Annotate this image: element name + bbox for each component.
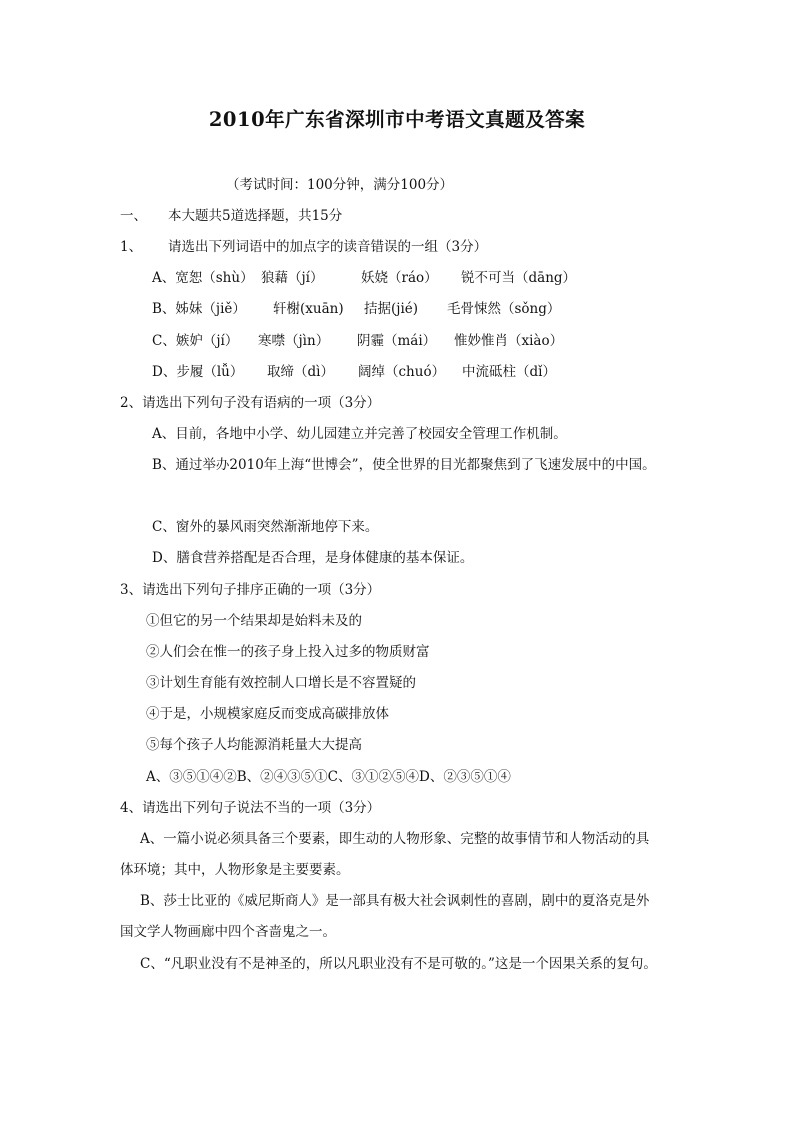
document-title: 2010年广东省深圳市中考语文真题及答案 xyxy=(208,108,586,131)
q3-sentence-3: ③计划生育能有效控制人口增长是不容置疑的 xyxy=(146,675,416,691)
q2-stem: 2、请选出下列句子没有语病的一项（3分） xyxy=(120,395,381,411)
q2-option-d: D、膳食营养搭配是否合理，是身体健康的基本保证。 xyxy=(152,550,474,566)
q1-option-b-1: B、姊妹（jiě） xyxy=(152,301,246,317)
q3-sentence-2: ②人们会在惟一的孩子身上投入过多的物质财富 xyxy=(146,644,430,660)
q1-option-c-4: 惟妙惟肖（xiào） xyxy=(454,333,564,349)
section-one-heading: 本大题共5道选择题，共15分 xyxy=(168,208,343,224)
q4-option-a-line1: A、一篇小说必须具备三个要素，即生动的人物形象、完整的故事情节和人物活动的具 xyxy=(140,831,650,847)
q3-stem: 3、请选出下列句子排序正确的一项（3分） xyxy=(120,582,381,598)
q4-option-b-line1: B、莎士比亚的《威尼斯商人》是一部具有极大社会讽刺性的喜剧，剧中的夏洛克是外 xyxy=(140,893,650,909)
q1-option-b-3: 拮据(jié) xyxy=(364,301,419,317)
q4-stem: 4、请选出下列句子说法不当的一项（3分） xyxy=(120,800,381,816)
q1-option-d-3: 阔绰（chuó） xyxy=(358,364,446,380)
q3-sentence-5: ⑤每个孩子人均能源消耗量大大提高 xyxy=(146,737,362,753)
q1-option-d-4: 中流砥柱（dǐ） xyxy=(462,364,556,380)
q1-option-a-3: 妖娆（ráo） xyxy=(361,270,438,286)
exam-info: （考试时间：100分钟，满分100分） xyxy=(226,177,454,193)
q2-option-b: B、通过举办2010年上海“世博会”，使全世界的目光都聚焦到了飞速发展中的中国。 xyxy=(152,457,656,473)
q3-sentence-1: ①但它的另一个结果却是始料未及的 xyxy=(146,613,362,629)
q1-stem: 请选出下列词语中的加点字的读音错误的一组（3分） xyxy=(168,239,488,255)
q1-number: 1、 xyxy=(120,239,143,255)
q1-option-b-2: 轩榭(xuān) xyxy=(273,301,344,317)
q4-option-b-line2: 国文学人物画廊中四个吝啬鬼之一。 xyxy=(120,924,336,940)
q2-option-c: C、窗外的暴风雨突然渐渐地停下来。 xyxy=(152,519,379,535)
q1-option-a-2: 狼藉（jí） xyxy=(261,270,324,286)
q1-option-a-1: A、宽恕（shù） xyxy=(152,270,254,286)
q1-option-c-1: C、嫉妒（jí） xyxy=(152,333,239,349)
q4-option-a-line2: 体环境；其中，人物形象是主要要素。 xyxy=(120,862,350,878)
q3-sentence-4: ④于是，小规模家庭反而变成高碳排放体 xyxy=(146,706,389,722)
q1-option-d-2: 取缔（dì） xyxy=(267,364,334,380)
q1-option-a-4: 锐不可当（dāng） xyxy=(461,270,577,286)
q1-option-c-3: 阴霾（mái） xyxy=(357,333,437,349)
q4-option-c: C、“凡职业没有不是神圣的，所以凡职业没有不是可敬的。”这是一个因果关系的复句。 xyxy=(140,956,657,972)
q1-option-b-4: 毛骨悚然（sǒng） xyxy=(447,301,561,317)
q2-option-a: A、目前，各地中小学、幼儿园建立并完善了校园安全管理工作机制。 xyxy=(152,426,567,442)
q1-option-d-1: D、步履（lǚ） xyxy=(152,364,244,380)
q1-option-c-2: 寒噤（jìn） xyxy=(258,333,330,349)
section-one-number: 一、 xyxy=(120,208,147,224)
q3-answer-options: A、③⑤①④②B、②④③⑤①C、③①②⑤④D、②③⑤①④ xyxy=(146,769,511,785)
